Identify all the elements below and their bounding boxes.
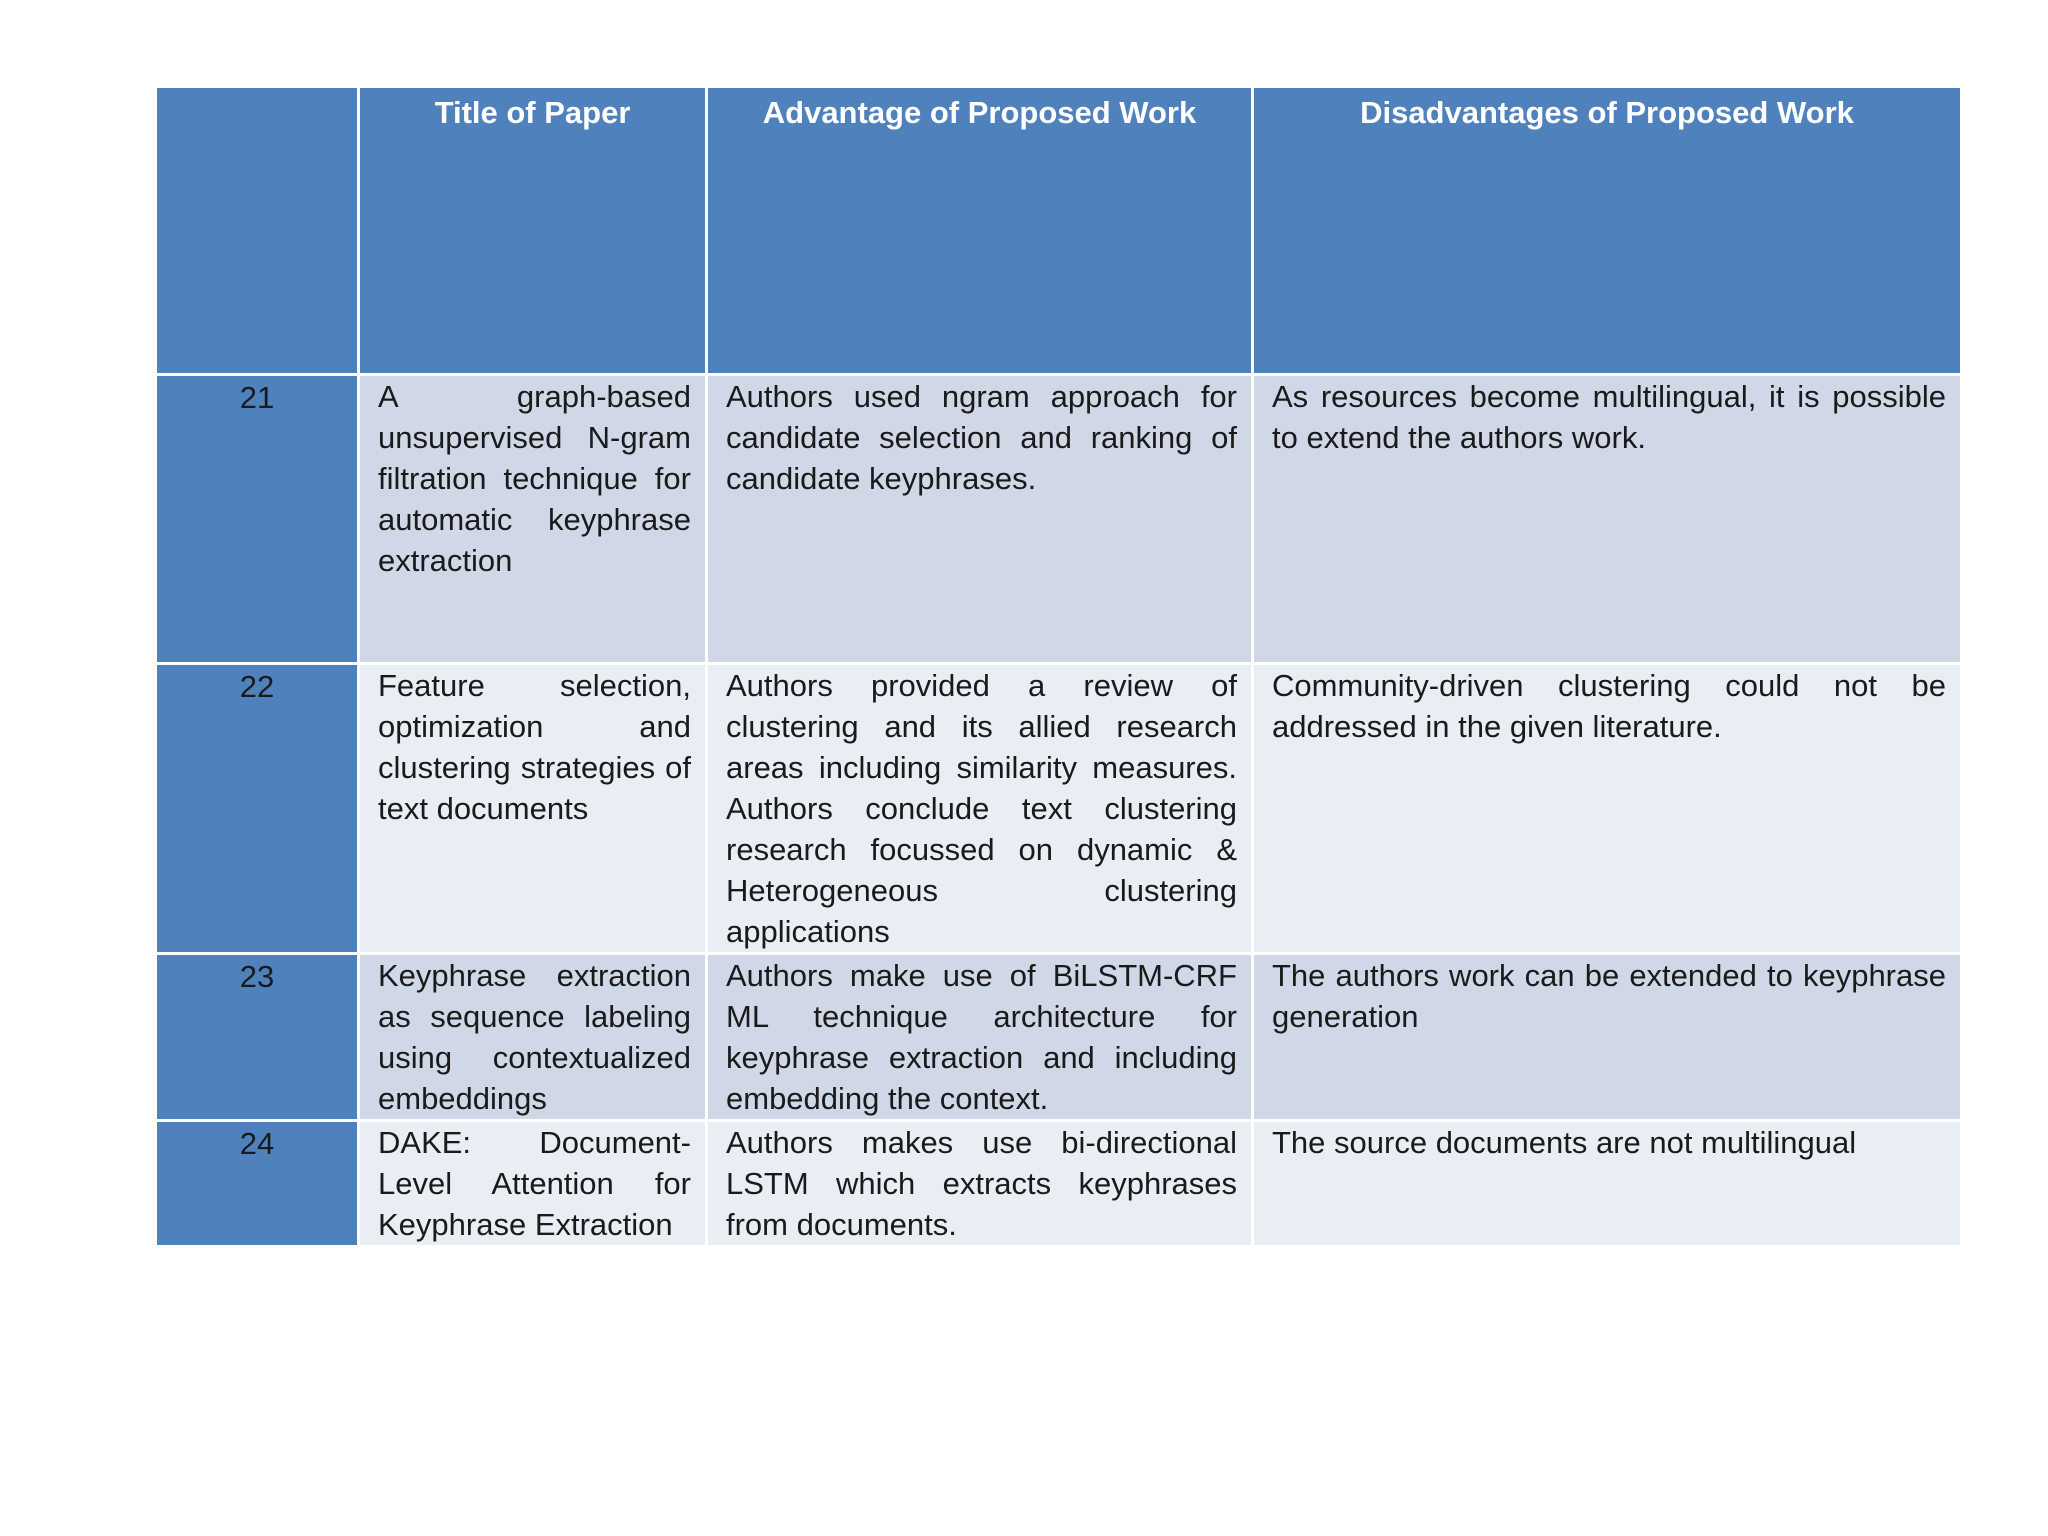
row-number: 23	[156, 954, 359, 1121]
paper-title: Feature selection, optimization and clustering strategies of text documents	[359, 664, 707, 954]
header-advantage: Advantage of Proposed Work	[707, 87, 1253, 375]
paper-advantage: Authors used ngram approach for candidate selection and ranking of candidate keyphrases.	[707, 375, 1253, 664]
paper-title: A graph-based unsupervised N-gram filtration technique for automatic keyphrase extraction	[359, 375, 707, 664]
row-number: 22	[156, 664, 359, 954]
header-title: Title of Paper	[359, 87, 707, 375]
paper-disadvantage: As resources become multilingual, it is possible to extend the authors work.	[1253, 375, 1962, 664]
table-row	[156, 375, 1962, 664]
paper-advantage: Authors provided a review of clustering and its allied research areas including similarity measures. Authors conclude text clustering research focussed on dynamic & Heterogeneous clustering applications	[707, 664, 1253, 954]
paper-advantage: Authors makes use bi-directional LSTM which extracts keyphrases from documents.	[707, 1121, 1253, 1247]
paper-advantage: Authors make use of BiLSTM-CRF ML technique architecture for keyphrase extraction and including embedding the context.	[707, 954, 1253, 1121]
row-number: 24	[156, 1121, 359, 1247]
paper-title: DAKE: Document-Level Attention for Keyphrase Extraction	[359, 1121, 707, 1247]
table-row	[156, 664, 1962, 954]
paper-disadvantage: The authors work can be extended to keyphrase generation	[1253, 954, 1962, 1121]
paper-disadvantage: Community-driven clustering could not be addressed in the given literature.	[1253, 664, 1962, 954]
paper-disadvantage: The source documents are not multilingual	[1253, 1121, 1962, 1247]
row-number: 21	[156, 375, 359, 664]
paper-title: Keyphrase extraction as sequence labeling using contextualized embeddings	[359, 954, 707, 1121]
literature-survey-table	[154, 85, 1963, 1248]
table-row	[156, 1121, 1962, 1247]
header-number	[156, 87, 359, 375]
header-disadvantage: Disadvantages of Proposed Work	[1253, 87, 1962, 375]
table-header-row	[156, 87, 1962, 375]
table-row	[156, 954, 1962, 1121]
